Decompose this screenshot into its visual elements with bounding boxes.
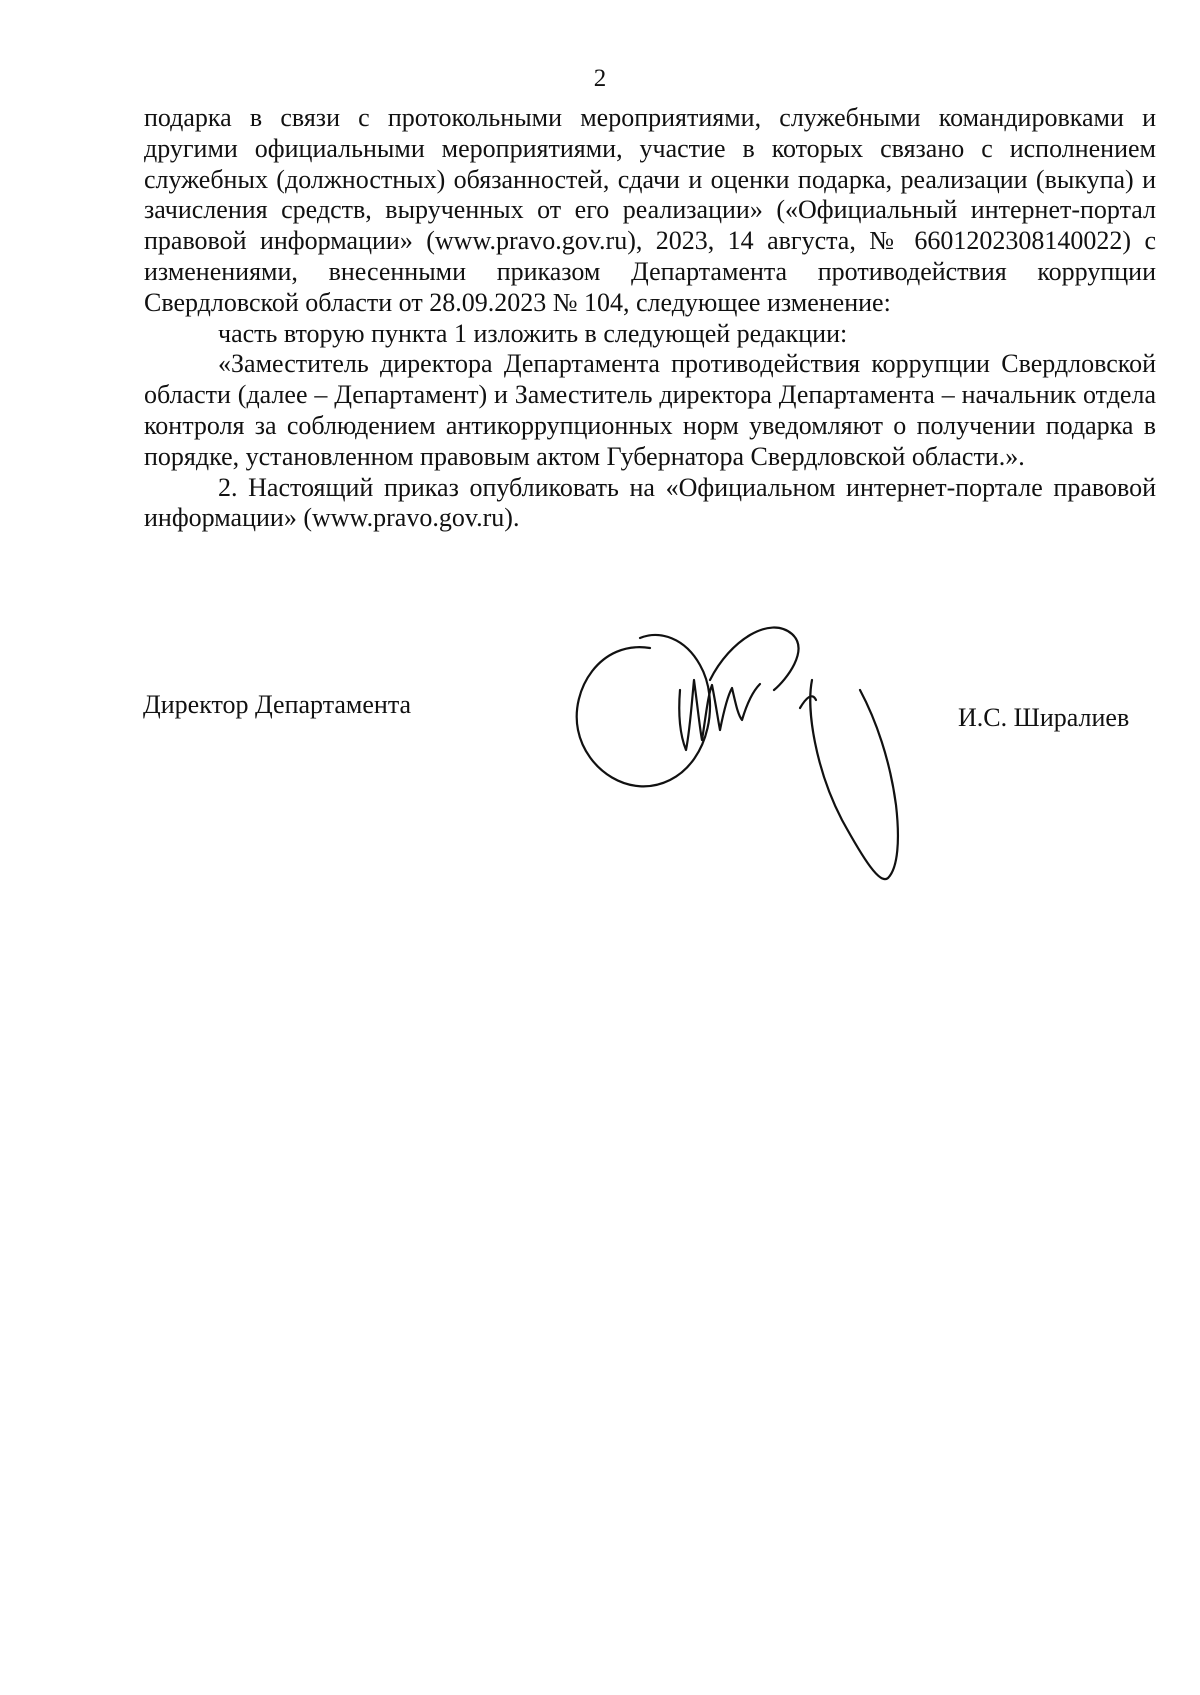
paragraph-publication-order: 2. Настоящий приказ опубликовать на «Официальном интернет-портале правовой информации» (www.pravo.gov.ru). bbox=[144, 472, 1156, 533]
paragraph-amendment-text: «Заместитель директора Департамента противодействия коррупции Свердловской области (далее – Департамент) и Заместитель директора Департамента – начальник отдела контроля за соблюдением антикоррупционных норм уведомляют о получении подарка в порядке, установленном правовым актом Губернатора Свердловской области.». bbox=[144, 349, 1156, 471]
page-number: 2 bbox=[593, 65, 607, 92]
signature-swoop-stroke bbox=[710, 628, 798, 690]
paragraph-amendment-intro: часть вторую пункта 1 изложить в следующей редакции: bbox=[218, 318, 848, 348]
signature-zigzag-stroke bbox=[679, 680, 760, 750]
paragraph-continuation: подарка в связи с протокольными мероприятиями, служебными командировками и другими официальными мероприятиями, участие в которых связано с исполнением служебных (должностных) обязанностей, сдачи и оценки подарка, реализации (выкупа) и зачисления средств, вырученных от его реализации» («Официальный интернет-портал правовой информации» (www.pravo.gov.ru), 2023, 14 августа, № 6601202308140022) с изменениями, внесенными приказом Департамента противодействия коррупции Свердловской области от 28.09.2023 № 104, следующее изменение: bbox=[144, 103, 1156, 317]
handwritten-signature bbox=[560, 620, 920, 950]
signature-tail-stroke bbox=[800, 696, 816, 708]
document-body bbox=[144, 103, 1156, 534]
signer-title: Директор Департамента bbox=[143, 690, 412, 719]
signer-name: И.С. Ширалиев bbox=[958, 703, 1130, 732]
signature-oval-stroke bbox=[577, 635, 710, 786]
signature-loop-stroke bbox=[810, 680, 898, 879]
